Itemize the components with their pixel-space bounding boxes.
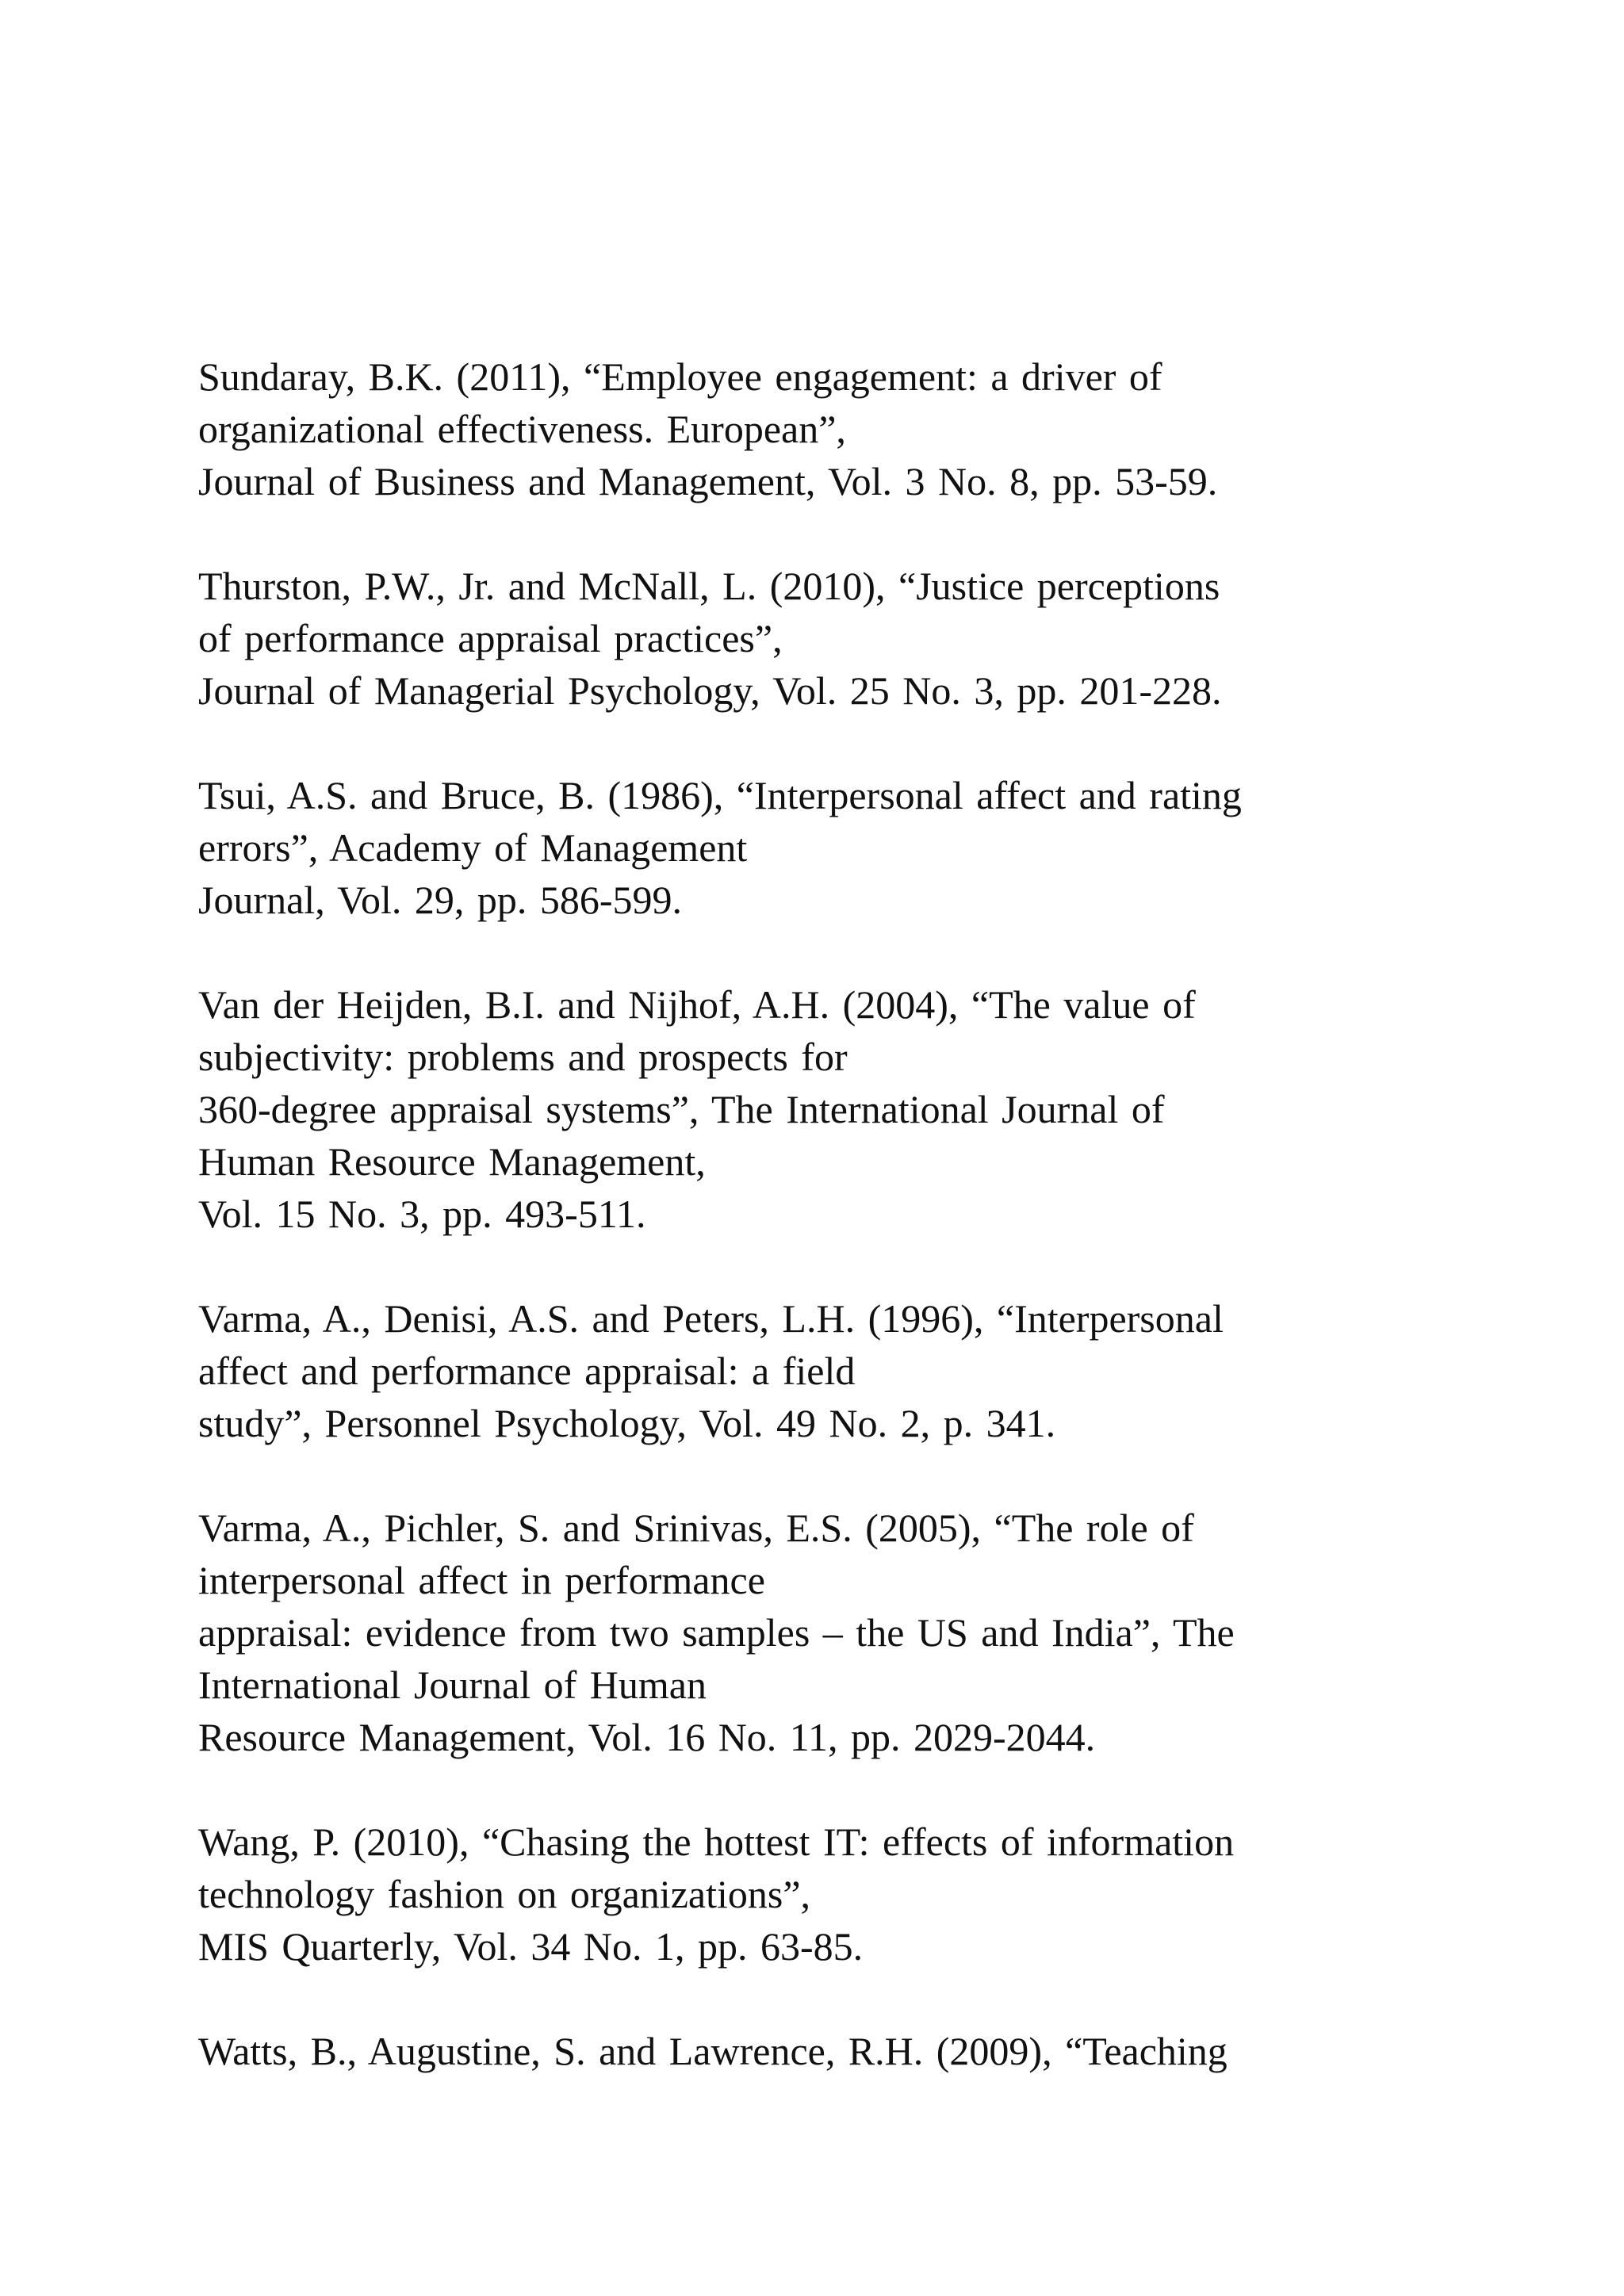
- reference-entry: [198, 560, 1546, 717]
- reference-line: MIS Quarterly, Vol. 34 No. 1, pp. 63-85.: [198, 1924, 864, 1969]
- reference-line: organizational effectiveness. European”,: [198, 407, 846, 451]
- reference-entry: [198, 1502, 1546, 1763]
- reference-line: subjectivity: problems and prospects for: [198, 1035, 848, 1079]
- reference-entry: [198, 769, 1546, 926]
- reference-line: Journal, Vol. 29, pp. 586-599.: [198, 878, 682, 922]
- reference-line: appraisal: evidence from two samples – the US and India”, The: [198, 1610, 1235, 1655]
- reference-line: affect and performance appraisal: a field: [198, 1349, 856, 1393]
- reference-line: Watts, B., Augustine, S. and Lawrence, R.H. (2009), “Teaching: [198, 2029, 1228, 2073]
- reference-line: Vol. 15 No. 3, pp. 493-511.: [198, 1192, 646, 1236]
- reference-line: Van der Heijden, B.I. and Nijhof, A.H. (2004), “The value of: [198, 982, 1196, 1027]
- reference-entry: [198, 1292, 1546, 1449]
- reference-line: Tsui, A.S. and Bruce, B. (1986), “Interpersonal affect and rating: [198, 773, 1242, 817]
- reference-entry: [198, 350, 1546, 507]
- reference-entry: [198, 1816, 1546, 1973]
- reference-line: Journal of Managerial Psychology, Vol. 25 No. 3, pp. 201-228.: [198, 668, 1222, 713]
- reference-line: Varma, A., Denisi, A.S. and Peters, L.H. (1996), “Interpersonal: [198, 1296, 1224, 1341]
- reference-line: Human Resource Management,: [198, 1139, 706, 1184]
- reference-line: technology fashion on organizations”,: [198, 1872, 811, 1916]
- reference-line: 360-degree appraisal systems”, The International Journal of: [198, 1087, 1165, 1131]
- reference-line: Thurston, P.W., Jr. and McNall, L. (2010), “Justice perceptions: [198, 564, 1220, 608]
- reference-list: [198, 350, 1546, 2077]
- reference-line: Varma, A., Pichler, S. and Srinivas, E.S. (2005), “The role of: [198, 1506, 1194, 1550]
- reference-line: Journal of Business and Management, Vol. 3 No. 8, pp. 53-59.: [198, 459, 1218, 503]
- reference-line: Sundaray, B.K. (2011), “Employee engagement: a driver of: [198, 354, 1162, 399]
- reference-line: interpersonal affect in performance: [198, 1558, 765, 1602]
- reference-line: Resource Management, Vol. 16 No. 11, pp. 2029-2044.: [198, 1715, 1096, 1759]
- reference-line: errors”, Academy of Management: [198, 825, 748, 870]
- reference-entry: [198, 2025, 1546, 2077]
- reference-line: International Journal of Human: [198, 1663, 707, 1707]
- reference-line: Wang, P. (2010), “Chasing the hottest IT: effects of information: [198, 1820, 1235, 1864]
- reference-line: of performance appraisal practices”,: [198, 616, 783, 660]
- reference-line: study”, Personnel Psychology, Vol. 49 No. 2, p. 341.: [198, 1401, 1056, 1445]
- reference-entry: [198, 978, 1546, 1240]
